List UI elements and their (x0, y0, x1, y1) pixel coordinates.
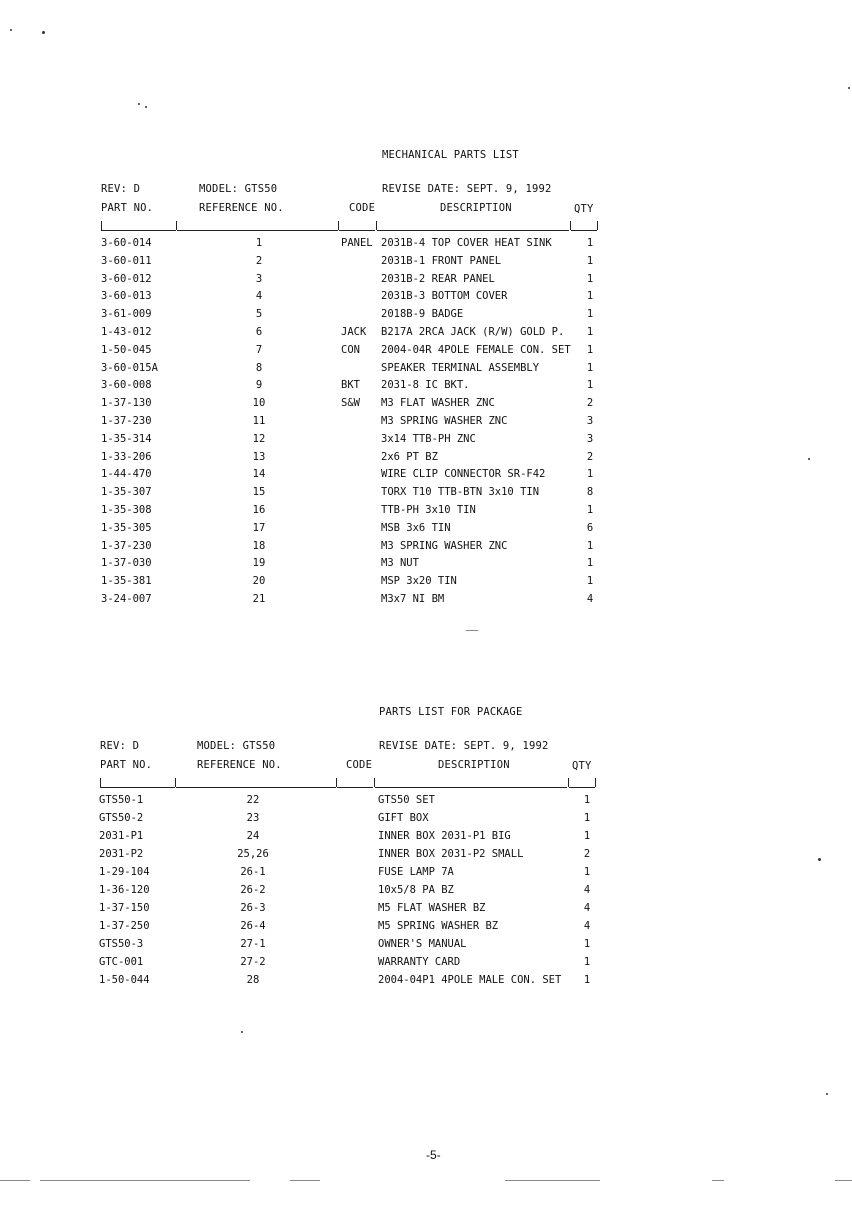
reference-number-cell: 2 (255, 254, 263, 267)
description-cell: 2031B-3 BOTTOM COVER (381, 290, 508, 303)
part-number-cell: GTS50-3 (99, 938, 144, 950)
package-rev: REV: D (100, 740, 140, 752)
table-row (0, 397, 852, 415)
reference-number-cell: 26-4 (240, 920, 266, 932)
description-cell: 10x5/8 PA BZ (378, 884, 454, 896)
part-number-cell: 1-35-314 (101, 432, 152, 445)
qty-cell: 1 (586, 361, 594, 374)
description-cell: WARRANTY CARD (378, 956, 461, 968)
description-cell: INNER BOX 2031-P2 SMALL (378, 848, 524, 860)
description-cell: 2004-04R 4POLE FEMALE CON. SET (381, 343, 571, 356)
part-number-cell: 1-50-045 (101, 343, 152, 356)
description-cell: OWNER'S MANUAL (378, 938, 467, 950)
qty-cell: 2 (583, 848, 591, 860)
table-row (0, 504, 852, 522)
qty-cell: 1 (586, 290, 594, 303)
part-number-cell: 3-60-013 (101, 290, 152, 303)
qty-cell: 4 (586, 593, 594, 605)
mechanical-rev: REV: D (101, 183, 141, 195)
package-revise-date: REVISE DATE: SEPT. 9, 1992 (379, 740, 549, 752)
part-number-cell: 3-61-009 (101, 308, 152, 321)
table-row (0, 902, 852, 920)
table-row (0, 344, 852, 362)
part-number-cell: GTC-001 (99, 956, 144, 968)
description-cell: M3 SPRING WASHER ZNC (381, 415, 508, 427)
part-number-cell: GTS50-1 (99, 794, 144, 806)
part-number-cell: 3-60-014 (101, 237, 152, 249)
description-cell: 2031-8 IC BKT. (381, 379, 470, 392)
reference-number-cell: 26-3 (240, 902, 266, 914)
qty-cell: 4 (583, 902, 591, 914)
description-cell: 2004-04P1 4POLE MALE CON. SET (378, 974, 562, 986)
part-number-cell: GTS50-2 (99, 812, 144, 824)
part-number-cell: 1-37-230 (101, 415, 152, 427)
reference-number-cell: 15 (252, 486, 266, 499)
table-row (0, 920, 852, 938)
description-cell: GTS50 SET (378, 794, 435, 806)
table-row (0, 255, 852, 273)
qty-cell: 3 (586, 415, 594, 427)
reference-number-cell: 27-2 (240, 956, 266, 968)
reference-number-cell: 13 (252, 450, 266, 463)
table-row (0, 415, 852, 433)
part-number-cell: 1-35-308 (101, 504, 152, 516)
reference-number-cell: 21 (252, 593, 266, 605)
table-row (0, 830, 852, 848)
reference-number-cell: 27-1 (240, 938, 266, 950)
reference-number-cell: 14 (252, 468, 266, 481)
description-cell: 2018B-9 BADGE (381, 308, 464, 321)
code-cell: BKT (341, 379, 360, 392)
part-number-cell: 2031-P1 (99, 830, 144, 842)
part-number-cell: 3-60-012 (101, 272, 152, 285)
reference-number-cell: 20 (252, 575, 266, 588)
table-row (0, 540, 852, 558)
qty-cell: 1 (586, 343, 594, 356)
package-model: MODEL: GTS50 (197, 740, 276, 752)
code-cell: PANEL (341, 237, 373, 249)
table-row (0, 575, 852, 593)
qty-cell: 1 (586, 379, 594, 392)
description-cell: WIRE CLIP CONNECTOR SR-F42 (381, 468, 546, 481)
qty-cell: 1 (586, 468, 594, 481)
qty-cell: 1 (583, 956, 591, 968)
mechanical-title: MECHANICAL PARTS LIST (382, 149, 519, 161)
reference-number-cell: 11 (252, 415, 266, 427)
reference-number-cell: 8 (255, 361, 263, 374)
qty-cell: 1 (586, 326, 594, 338)
qty-cell: 2 (586, 450, 594, 463)
part-number-cell: 1-43-012 (101, 326, 152, 338)
table-row (0, 451, 852, 469)
description-cell: TORX T10 TTB-BTN 3x10 TIN (381, 486, 540, 499)
qty-cell: 1 (586, 504, 594, 516)
part-number-cell: 1-35-305 (101, 521, 152, 534)
table-row (0, 468, 852, 486)
code-cell: CON (341, 343, 360, 356)
reference-number-cell: 26-2 (240, 884, 266, 896)
table-row (0, 884, 852, 902)
qty-cell: 1 (586, 237, 594, 249)
table-row (0, 593, 852, 611)
description-cell: M3 SPRING WASHER ZNC (381, 539, 508, 552)
table-row (0, 290, 852, 308)
description-cell: B217A 2RCA JACK (R/W) GOLD P. (381, 326, 565, 338)
table-row (0, 974, 852, 992)
qty-cell: 6 (586, 521, 594, 534)
part-number-cell: 2031-P2 (99, 848, 144, 860)
mechanical-model: MODEL: GTS50 (199, 183, 278, 195)
table-row (0, 938, 852, 956)
reference-number-cell: 25,26 (237, 848, 269, 860)
description-cell: 2x6 PT BZ (381, 450, 438, 463)
part-number-cell: 3-60-015A (101, 361, 158, 374)
reference-number-cell: 7 (255, 343, 263, 356)
part-number-cell: 1-36-120 (99, 884, 150, 896)
reference-number-cell: 5 (255, 308, 263, 321)
reference-number-cell: 28 (246, 974, 260, 986)
reference-number-cell: 12 (252, 432, 266, 445)
description-cell: MSP 3x20 TIN (381, 575, 457, 588)
description-cell: INNER BOX 2031-P1 BIG (378, 830, 511, 842)
code-cell: JACK (341, 326, 367, 338)
description-cell: SPEAKER TERMINAL ASSEMBLY (381, 361, 540, 374)
part-number-cell: 1-37-150 (99, 902, 150, 914)
description-cell: M5 SPRING WASHER BZ (378, 920, 499, 932)
qty-cell: 1 (586, 254, 594, 267)
part-number-cell: 3-60-008 (101, 379, 152, 392)
reference-number-cell: 9 (255, 379, 263, 392)
header-qty: QTY (574, 203, 594, 215)
part-number-cell: 1-35-381 (101, 575, 152, 588)
qty-cell: 3 (586, 432, 594, 445)
reference-number-cell: 18 (252, 539, 266, 552)
reference-number-cell: 22 (246, 794, 260, 806)
reference-number-cell: 10 (252, 397, 266, 410)
part-number-cell: 1-37-250 (99, 920, 150, 932)
part-number-cell: 1-33-206 (101, 450, 152, 463)
table-row (0, 433, 852, 451)
qty-cell: 4 (583, 884, 591, 896)
qty-cell: 1 (583, 938, 591, 950)
part-number-cell: 3-24-007 (101, 593, 152, 605)
qty-cell: 1 (583, 974, 591, 986)
qty-cell: 1 (583, 830, 591, 842)
page-number: -5- (426, 1148, 441, 1162)
description-cell: 3x14 TTB-PH ZNC (381, 432, 476, 445)
qty-cell: 1 (586, 272, 594, 285)
description-cell: 2031B-2 REAR PANEL (381, 272, 495, 285)
qty-cell: 1 (583, 794, 591, 806)
header-reference-no: REFERENCE NO. (199, 202, 284, 214)
qty-cell: 1 (583, 866, 591, 878)
part-number-cell: 1-44-470 (101, 468, 152, 481)
table-row (0, 794, 852, 812)
description-cell: M3 FLAT WASHER ZNC (381, 397, 495, 410)
part-number-cell: 1-37-230 (101, 539, 152, 552)
reference-number-cell: 26-1 (240, 866, 266, 878)
reference-number-cell: 17 (252, 521, 266, 534)
table-row (0, 273, 852, 291)
table-row (0, 956, 852, 974)
table-row (0, 308, 852, 326)
description-cell: M3 NUT (381, 557, 419, 570)
table-row (0, 557, 852, 575)
qty-cell: 1 (586, 557, 594, 570)
table-row (0, 848, 852, 866)
table-row (0, 379, 852, 397)
qty-cell: 1 (586, 308, 594, 321)
qty-cell: 1 (586, 575, 594, 588)
reference-number-cell: 6 (255, 326, 263, 338)
table-row (0, 866, 852, 884)
part-number-cell: 1-37-130 (101, 397, 152, 410)
header-code: CODE (349, 202, 376, 214)
mechanical-revise-date: REVISE DATE: SEPT. 9, 1992 (382, 183, 552, 195)
header-part-no: PART NO. (101, 202, 154, 214)
package-title: PARTS LIST FOR PACKAGE (379, 706, 523, 718)
header-reference-no: REFERENCE NO. (197, 759, 282, 771)
qty-cell: 4 (583, 920, 591, 932)
header-code: CODE (346, 759, 373, 771)
code-cell: S&W (341, 397, 360, 410)
table-row (0, 522, 852, 540)
table-row (0, 237, 852, 255)
part-number-cell: 3-60-011 (101, 254, 152, 267)
reference-number-cell: 23 (246, 812, 260, 824)
description-cell: M5 FLAT WASHER BZ (378, 902, 486, 914)
part-number-cell: 1-50-044 (99, 974, 150, 986)
qty-cell: 8 (586, 486, 594, 499)
header-part-no: PART NO. (100, 759, 153, 771)
description-cell: 2031B-4 TOP COVER HEAT SINK (381, 237, 552, 249)
qty-cell: 2 (586, 397, 594, 410)
qty-cell: 1 (586, 539, 594, 552)
part-number-cell: 1-37-030 (101, 557, 152, 570)
description-cell: 2031B-1 FRONT PANEL (381, 254, 502, 267)
qty-cell: 1 (583, 812, 591, 824)
table-row (0, 362, 852, 380)
reference-number-cell: 16 (252, 504, 266, 516)
description-cell: M3x7 NI BM (381, 593, 445, 605)
table-row (0, 486, 852, 504)
table-row (0, 812, 852, 830)
reference-number-cell: 19 (252, 557, 266, 570)
part-number-cell: 1-29-104 (99, 866, 150, 878)
description-cell: FUSE LAMP 7A (378, 866, 454, 878)
part-number-cell: 1-35-307 (101, 486, 152, 499)
reference-number-cell: 4 (255, 290, 263, 303)
table-row (0, 326, 852, 344)
header-qty: QTY (572, 760, 592, 772)
reference-number-cell: 1 (255, 237, 263, 249)
header-description: DESCRIPTION (438, 759, 510, 771)
description-cell: TTB-PH 3x10 TIN (381, 504, 476, 516)
header-description: DESCRIPTION (440, 202, 512, 214)
reference-number-cell: 3 (255, 272, 263, 285)
reference-number-cell: 24 (246, 830, 260, 842)
description-cell: MSB 3x6 TIN (381, 521, 451, 534)
description-cell: GIFT BOX (378, 812, 429, 824)
